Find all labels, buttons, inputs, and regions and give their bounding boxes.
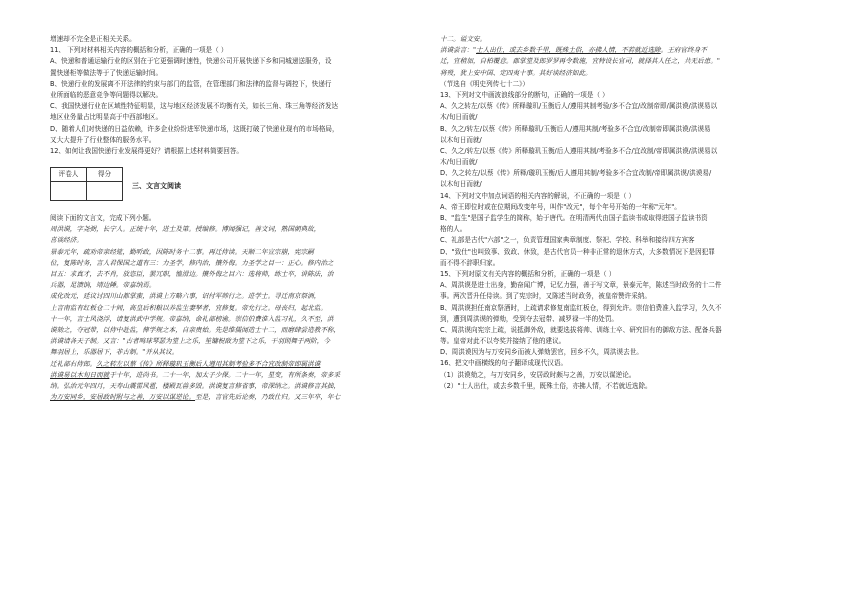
text-line: 十二。谥文安。	[440, 35, 487, 43]
text-line: 十一年，言士风浇浮，请复洪武中学规。帝嘉纳，命礼部榜谕。崇信伯费淮入监习礼，久不至，洪	[50, 314, 334, 323]
text-line: 成化改元，廷议讨四川山都掌蛮，洪谟上方略六事，诏付军帅行之。进学士。寻迁南京祭酒，	[50, 292, 321, 301]
text-line: 格的人。	[440, 225, 467, 234]
text-line: 等。皇帝对此不以夸奖并接纳了他的建议。	[440, 337, 566, 346]
text-line: D、"致仕"也叫致事、致政、休致，是古代官员一种非正常的退休方式，大多数情况下是因犯罪	[440, 247, 715, 256]
text-line: A、周洪谟是进士出身，勤奋闻广博，记忆力强，善于写文章，景泰元年，陈述当时政务的十二件	[440, 281, 722, 290]
text-line: 将殁，犹上安中国、定四夷十事。其好谈经济如此。	[440, 68, 592, 77]
text-line: C、礼部是古代"六部"之一，负责管理国家典章制度、祭祀、学校、科举和接待四方宾客	[440, 236, 695, 245]
text-line: B、周洪谟担任南京祭酒时，上疏请求修复南监红板仓，得到允许。崇信伯费准入监学习，久久不	[440, 303, 722, 312]
text-line: （2）"士人出仕，或去乡数千里，既殊土俗，亦拂人情，不若就近选除。	[440, 381, 652, 390]
text-line: 目五：求真才，去不肖，放恣臣，罢冗职，恤滑边。攘外侮之目六：选将帅，练士卒，讲陈法，治	[50, 270, 334, 278]
underlined-phrase: 为万安同乡，安居政时附与之善，万安以谋逆论。	[50, 393, 196, 402]
text-line: C、我国快递行业在区域性特征明显，这与地区经济发展不均衡有关，如长三角、珠三角等经济发达	[50, 102, 339, 111]
text-line: 阅读下面的文言文，完成下列小题。	[50, 214, 156, 223]
text-line: B、快递行业的发展离不开法律的约束与部门的监管，在管理部门和法律的监督与调控下，快递行	[50, 79, 332, 88]
underlined-phrase: 士人出仕，或去乡数千里，既殊土俗，亦拂人情，不若就近选除	[476, 46, 661, 55]
text-line: 兵器，足馈饷，靖边陲。帝嘉纳焉。	[50, 281, 156, 290]
text-line: 12、如何让我国快递行业发展得更好？请根据上述材料简要回答。	[50, 146, 244, 155]
text-line: 位，复陈时务，言人君保国之道有三：力圣学，修内治，攘外侮。力圣学之目一：正心。修内治之	[50, 258, 334, 267]
text-line: 谟劾之，夺冠带，以侍中赴监，俾学规之本，自亲贵始。先是维儒闻造士十二，而磨肆尝造教不称，	[50, 325, 341, 334]
text-line: 11、 下列对材料相关内容的概括和分析，正确的一项是（ ）	[50, 46, 228, 55]
score-box	[50, 167, 412, 207]
text-line: 洪谟易以木旬日而就于十年，进尚书。二十一年，加太子少保。二十一年，星变，有所条奏，帝多采	[50, 370, 341, 379]
text-line: 又大大提升了行业整体的服务水平。	[50, 135, 156, 144]
text-line: 地区业务量占比明显高于中西部地区。	[50, 113, 163, 122]
text-line: 纳。弘治元年四月，天寿山震雷风雹，楼殿瓦兽多毁。洪谟复言修省事，帝深纳之。洪谟修言其拙，	[50, 381, 341, 390]
grader-header: 评卷人	[51, 168, 87, 182]
text-line: 16、把文中画横线的句子翻译成现代汉语。	[440, 359, 568, 368]
text-line: 为万安同乡，安居政时附与之善，万安以谋逆论。至是，言官先后论奏，乃致仕归。又三年卒，年七	[50, 393, 341, 402]
text-line: （节选自《明史列传七十二》）	[440, 79, 530, 88]
text-line: 景泰元年，疏劝帝亲经筵，勤听政，因陈时务十二事。再迁侍读。天顺二年宣宗崩，宪宗嗣	[50, 247, 314, 256]
right-column	[440, 34, 808, 392]
text-line: 15、下列对原文有关内容的概括和分析，正确的一项是（ ）	[440, 269, 616, 278]
text-line: 增速却不完全是正相关关系。	[50, 35, 136, 43]
text-line: 周洪谟，字尧弼，长宁人。正统十年，进士及第。授编修。博闻强记，善文词，熟国朝典故，	[50, 225, 321, 234]
score-header: 得分	[87, 168, 123, 182]
text-line: A、帝王即位时或在位期间改变年号，叫作"改元"，每个年号开始的一年称"元年"。	[440, 202, 681, 211]
text-line: 而不得不辞职归家。	[440, 258, 500, 267]
score-table	[50, 167, 123, 201]
left-column	[50, 34, 412, 403]
text-line: 以木旬日而就/	[440, 135, 482, 144]
text-line: 到，遭到周洪谟的弹劾，受到夺去冠带、减罗禄一半的处罚。	[440, 314, 619, 323]
text-line: 13、下列对文中画波浪线部分的断句，正确的一项是（ ）	[440, 90, 609, 99]
text-line: D、久之转左/以蔡《传》所释/璇玑玉衡/后人遵用其制/考验多不合宜改制/帝即属洪谟/洪谟易/	[440, 169, 712, 178]
score-cell[interactable]	[87, 182, 123, 201]
text-line: A、快递和普通运输行业的区别在于它更强调时速性，快递公司开展快递下乡和同城递送服务，设	[50, 57, 332, 66]
text-line: 业所面临的恶意竞争等问题得以解决。	[50, 90, 163, 99]
text-line: 上言南监有红板仓二十间，高皇后积粮以养监生妻孥者，宜修复。帝允行之。母丧归，起北监。	[50, 303, 327, 312]
text-line: C、久之/转左/以蔡《传》所释璇玑玉衡/后人遵用其制/考验多不合/宜改制/帝即属洪谟/洪谟易以	[440, 146, 718, 155]
text-line: A、久之转左/以蔡《传》所释璇玑/玉衡后人/遵用其制考验/多不合宜/改制帝即/属洪谟/洪谟易以	[440, 102, 718, 111]
text-line: 置快递柜等做法等于了快递运输时间。	[50, 68, 163, 77]
text-line: 迁礼部右侍郎。久之转左以蔡《传》所释璇玑玉衡后人遵用其制考验多不合宜改制帝即属洪谟	[50, 359, 321, 368]
text-line: 舞羽居上，乐器居下，非古制。"并从其议。	[50, 348, 179, 357]
text-line: 以木旬日而就/	[440, 180, 482, 189]
text-line: 木/旬日而就/	[440, 158, 478, 167]
grader-cell[interactable]	[51, 182, 87, 201]
text-line: D、周洪谟因为与万安同乡而被人弹劾罢官，回乡不久，周洪谟去世。	[440, 348, 643, 357]
underlined-phrase: 洪谟易以木旬日而就	[50, 370, 110, 379]
text-line: B、"监生"是国子监学生的简称，始于唐代。在明清两代由国子监读书或取得进国子监读书资	[440, 214, 708, 222]
text-line: D、随着人们对快递的日益依赖，许多企业纷纷进军快递市场，这既打破了快递业现有的市场格局，	[50, 124, 339, 133]
text-line: 迁，宜稍加，自柏覆意。郡掌堂及郎罗罗再令数施，宜特设长官司，就择其人任之，共无后患。"	[440, 57, 720, 66]
text-line: 14、下列对文中加点词语的相关内容的解说，不正确的一项是（ ）	[440, 191, 636, 200]
text-line: 洪谟请各天子制。又言："古者鸣球琴瑟为堂上之乐，笙镛柷敔为堂下之乐，干羽則舞于两阶，今	[50, 337, 330, 346]
text-line: 喜谈经济。	[50, 236, 83, 245]
text-line: 事。两次晋升任侍读。到了宪宗时，又陈述当时政务，被皇帝赞许采纳。	[440, 292, 651, 301]
text-line: 洪谟尝言："士人出仕，或去乡数千里，既殊土俗，亦拂人情，不若就近选除。王府官终身不	[440, 46, 707, 55]
underlined-phrase: 久之转左以蔡《传》所释璇玑玉衡后人遵用其制考验多不合宜改制帝即属洪谟	[96, 359, 321, 368]
text-line: 木/旬日而就/	[440, 113, 478, 122]
text-line: B、久之/转左/以蔡《传》所释璇玑/玉衡后人/遵用其制/考验多不合宜/改制帝即属洪谟/洪谟易	[440, 124, 711, 133]
text-line: C、周洪谟向宪宗上疏，说抵御外敌，就要选拔将帅、训练士卒、研究旧有的御敌方法、配备兵器	[440, 325, 722, 334]
text-line: （1）洪谟劾之，与万安同乡，安居政时颇与之善，万安以谋逆论。	[440, 370, 636, 379]
section-title: 三、文言文阅读	[132, 182, 181, 191]
